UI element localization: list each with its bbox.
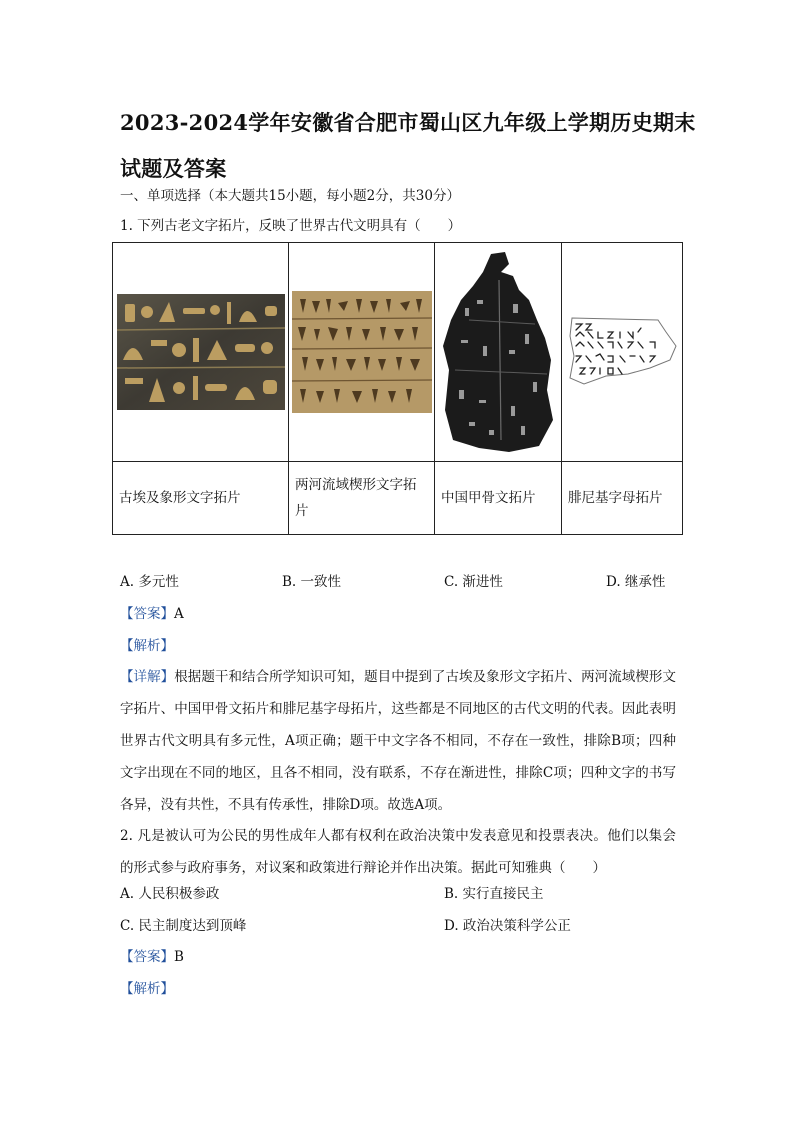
caption-phoenician: 腓尼基字母拓片 <box>562 462 683 535</box>
caption-cuneiform: 两河流域楔形文字拓片 <box>289 462 435 535</box>
inscription-table <box>112 242 683 535</box>
answer-label: 【答案】 <box>120 949 174 965</box>
q1-answer <box>120 604 184 624</box>
q2-option-d: D. 政治决策科学公正 <box>444 918 571 934</box>
table-cell-image <box>289 243 435 462</box>
cuneiform-rubbing-image <box>292 291 432 413</box>
q1-option-b: B. 一致性 <box>282 574 342 590</box>
detail-label: 【详解】 <box>120 669 175 685</box>
caption-oracle-bone: 中国甲骨文拓片 <box>435 462 562 535</box>
table-cell-image <box>435 243 562 462</box>
answer-value: B <box>174 949 184 965</box>
q1-option-c: C. 渐进性 <box>444 574 503 590</box>
question-2-stem: 2. 凡是被认可为公民的男性成年人都有权利在政治决策中发表意见和投票表决。他们以集会的形式参与政府事务，对议案和政策进行辩论并作出决策。据此可知雅典（ ） <box>120 828 676 876</box>
q2-analysis-label: 【解析】 <box>120 981 174 997</box>
answer-label: 【答案】 <box>120 606 174 622</box>
q1-detail-paragraph <box>120 661 676 821</box>
q2-option-b: B. 实行直接民主 <box>444 886 544 902</box>
page-title: 2023-2024学年安徽省合肥市蜀山区九年级上学期历史期末试题及答案 <box>120 110 696 181</box>
table-cell-image <box>113 243 289 462</box>
q1-analysis-label: 【解析】 <box>120 638 174 654</box>
q2-option-c: C. 民主制度达到顶峰 <box>120 918 247 934</box>
q1-option-a: A. 多元性 <box>120 574 179 590</box>
q1-option-d: D. 继承性 <box>606 574 666 590</box>
question-1-stem: 1. 下列古老文字拓片，反映了世界古代文明具有（ ） <box>120 218 462 234</box>
phoenician-alphabet-rubbing-image <box>566 316 678 388</box>
answer-value: A <box>174 606 184 622</box>
caption-egyptian: 古埃及象形文字拓片 <box>113 462 289 535</box>
oracle-bone-rubbing-image <box>439 250 557 454</box>
egyptian-hieroglyph-rubbing-image <box>117 294 285 410</box>
q2-option-a: A. 人民积极参政 <box>120 886 220 902</box>
table-cell-image <box>562 243 683 462</box>
q2-answer <box>120 947 184 967</box>
detail-text: 根据题干和结合所学知识可知，题目中提到了古埃及象形文字拓片、两河流域楔形文字拓片、中国甲骨文拓片和腓尼基字母拓片，这些都是不同地区的古代文明的代表。因此表明世界古代文明具有多元性，A项正确；题干中文字各不相同，不存在一致性，排除B项；四种文字出现在不同的地区，且各不相同，没有联系，不存在渐进性，排除C项；四种文字的书写各异，没有共性，不具有传承性，排除D项。故选A项。 <box>120 669 676 813</box>
section-heading: 一、单项选择（本大题共15小题，每小题2分，共30分） <box>120 188 460 204</box>
